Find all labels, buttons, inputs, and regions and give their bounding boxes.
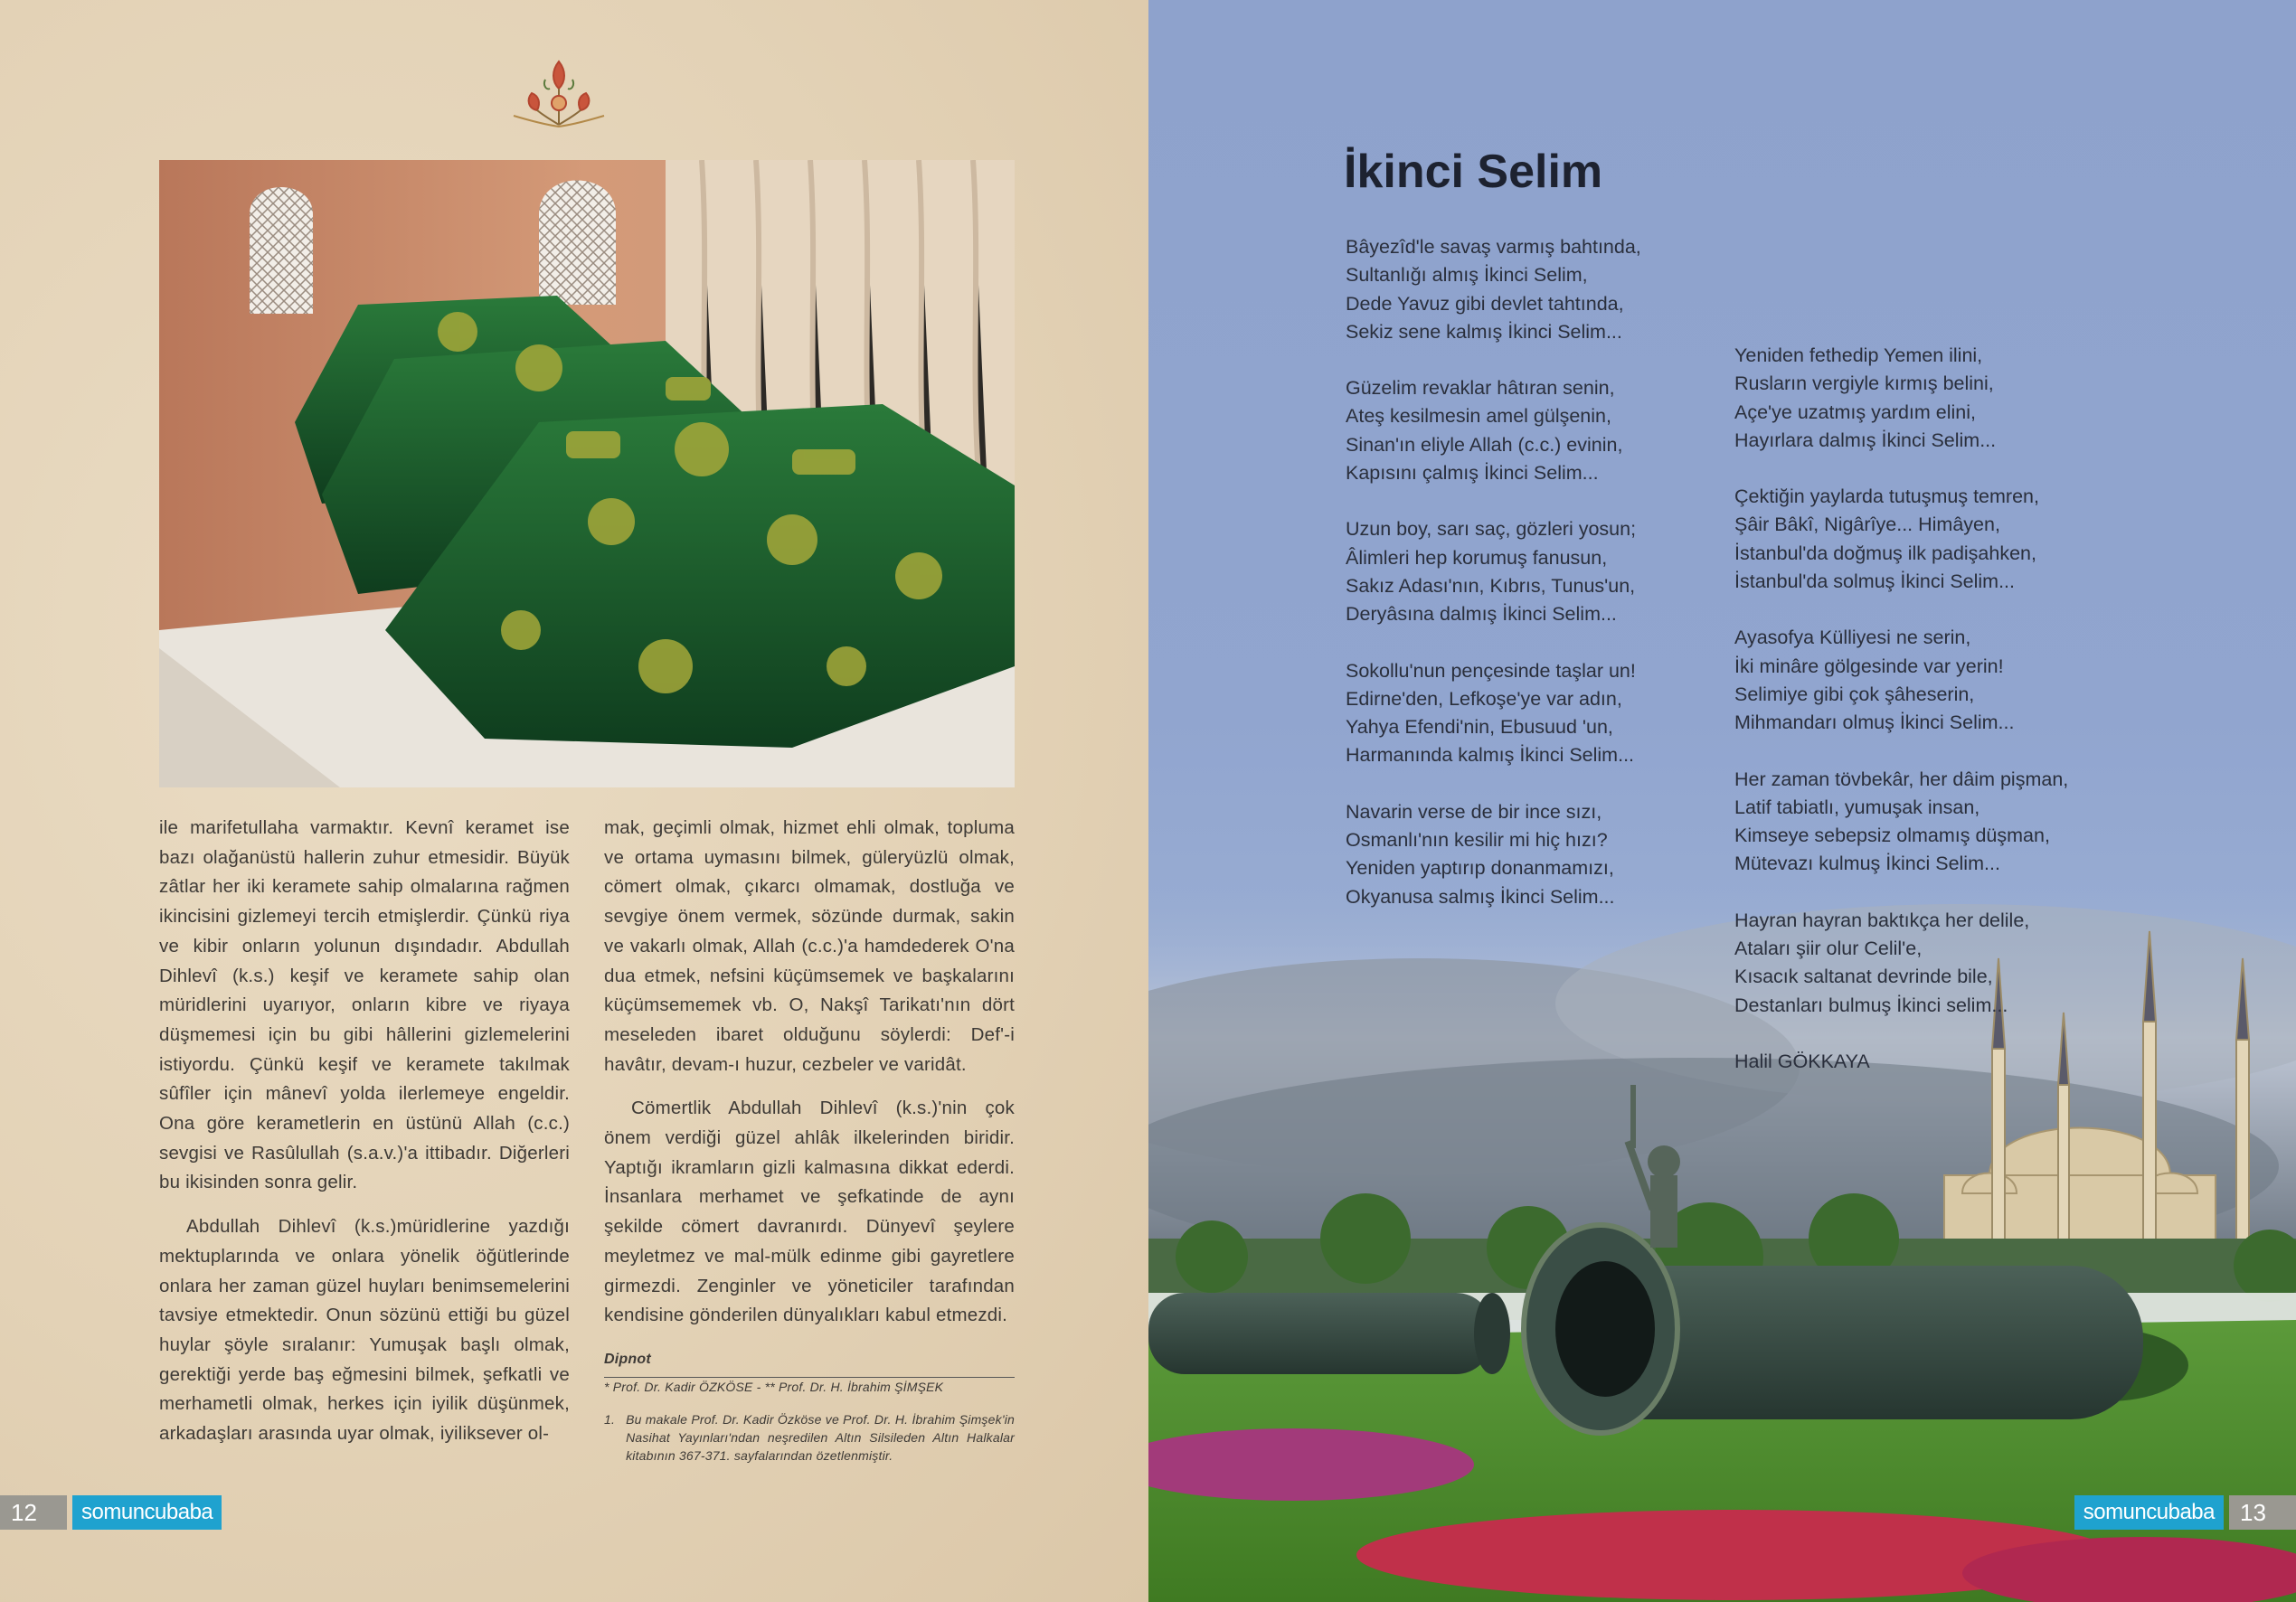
footnote-authors: * Prof. Dr. Kadir ÖZKÖSE - ** Prof. Dr. H. İbrahim ŞİMŞEK (604, 1379, 944, 1394)
poem-line: Yeniden fethedip Yemen ilini, (1734, 344, 1983, 366)
tomb-photo (159, 160, 1015, 787)
poem-line: Selimiye gibi çok şâheserin, (1734, 683, 1975, 705)
poem-line: Bâyezîd'le savaş varmış bahtında, (1346, 236, 1641, 258)
poem-line: Sakız Adası'nın, Kıbrıs, Tunus'un, (1346, 574, 1636, 597)
poem-line: Okyanusa salmış İkinci Selim... (1346, 885, 1615, 908)
poem-line: Yahya Efendi'nin, Ebusuud 'un, (1346, 716, 1613, 739)
page-number-left: 12 (0, 1495, 67, 1530)
poem-stanza (1734, 342, 2068, 455)
brand-logo-left: somuncubaba (72, 1495, 222, 1530)
article-column-1 (159, 814, 570, 1464)
poem-line: Hayran hayran baktıkça her delile, (1734, 909, 2030, 931)
poem-stanza (1734, 766, 2068, 879)
poem-line: Rusların vergiyle kırmış belini, (1734, 372, 1994, 395)
article-paragraph: Abdullah Dihlevî (k.s.)müridlerine yazdığı mektuplarında ve onlara yönelik öğütlerinde onlara her zaman güzel huyları benimsemelerini tavsiye etmektedir. Onun sözünü ettiği bu güzel huylar şöyle sıralanır: Yumuşak başlı olmak, gerektiği yerde baş eğmesini bilmek, şefkatli ve merhametli olmak, herkes için iyilik düşünmek, arkadaşları arasında uyar olmak, iyiliksever ol- (159, 1216, 570, 1445)
poem-line: Latif tabiatlı, yumuşak insan, (1734, 796, 1980, 818)
poem-title: İkinci Selim (1344, 146, 1603, 198)
poem-stanza (1346, 798, 1641, 911)
poem-line: Ayasofya Külliyesi ne serin, (1734, 627, 1971, 649)
poem-line: Osmanlı'nın kesilir mi hiç hızı? (1346, 829, 1608, 852)
poem-line: Uzun boy, sarı saç, gözleri yosun; (1346, 518, 1637, 541)
poem-line: İstanbul'da doğmuş ilk padişahken, (1734, 542, 2036, 564)
poem-stanza (1346, 515, 1641, 628)
poem-line: Her zaman tövbekâr, her dâim pişman, (1734, 768, 2069, 790)
article-paragraph: mak, geçimli olmak, hizmet ehli olmak, topluma ve ortama uymasını bilmek, güleryüzlü olmak, cömert olmak, çıkarcı olmamak, dostluğa ve sevgiye önem vermek, sözünde durmak, sakin ve vakarlı olmak, Allah (c.c.)'a hamdederek O'na dua etmek, nefsini küçümsemek ve başkalarını küçümsememek vb. O, Nakşî Tarikatı'nın dört meseleden ibaret olduğunu söylerdi: Def'-i havâtır, devam-ı huzur, cezbeler ve varidât. (604, 817, 1015, 1075)
poem-line: Sultanlığı almış İkinci Selim, (1346, 264, 1588, 287)
poem-line: Şâir Bâkî, Nigârîye... Himâyen, (1734, 514, 2000, 536)
poem-line: Deryâsına dalmış İkinci Selim... (1346, 603, 1617, 626)
poem-line: Harmanında kalmış İkinci Selim... (1346, 744, 1635, 767)
page-number-right: 13 (2229, 1495, 2296, 1530)
article-column-2 (604, 814, 1015, 1465)
poem-line: Ataları şiir olur Celil'e, (1734, 938, 1923, 960)
poem-line: Âlimleri hep korumuş fanusun, (1346, 546, 1608, 569)
poem-line: Yeniden yaptırıp donanmamızı, (1346, 857, 1614, 880)
poem-line: Kısacık saltanat devrinde bile, (1734, 966, 1993, 988)
selimiye-mosque-photo (1148, 0, 2296, 1602)
poem-line: Kimseye sebepsiz olmamış düşman, (1734, 825, 2050, 847)
poem-line: Açe'ye uzatmış yardım elini, (1734, 400, 1976, 423)
poem-line: Ateş kesilmesin amel gülşenin, (1346, 405, 1611, 428)
article-paragraph: ile marifetullaha varmaktır. Kevnî keramet ise bazı olağanüstü hallerin zuhur etmesidir. Büyük zâtlar her iki keramete sahip olmalarına rağmen ikincisini gizlemeyi tercih etmişlerdir. Çünkü riya ve kibir onların yolunun dışındadır. Abdullah Dihlevî (k.s.) keşif ve keramete sahip olan müridlerini uyarıyor, onların kibre ve riyaya düşmemesi için bu gibi hâllerini gizlemelerini istiyordu. Çünkü keşif ve keramete takılmak sûfîler için mânevî yolda ilerlemeye engeldir. Ona göre kerametlerin en üstünü Allah (c.c.) sevgisi ve Rasûlullah (s.a.v.)'a ittibadır. Diğerleri bu ikisinden sonra gelir. (159, 817, 570, 1193)
tulip-ornament-icon (496, 52, 622, 143)
right-page (1148, 0, 2296, 1602)
poem-line: Destanları bulmuş İkinci selim... (1734, 994, 2008, 1016)
poem-column-2 (1734, 342, 2068, 1104)
poem-column-1 (1346, 233, 1641, 939)
poem-line: Çektiğin yaylarda tutuşmuş temren, (1734, 485, 2039, 508)
poem-line: Sokollu'nun pençesinde taşlar un! (1346, 659, 1636, 682)
poem-line: Kapısını çalmış İkinci Selim... (1346, 462, 1599, 485)
poem-line: İstanbul'da solmuş İkinci Selim... (1734, 570, 2016, 593)
brand-logo-right: somuncubaba (2074, 1495, 2224, 1530)
footnote-number: 1. (604, 1411, 616, 1427)
poem-line: Dede Yavuz gibi devlet tahtında, (1346, 292, 1624, 315)
poem-stanza (1346, 233, 1641, 346)
footnote-note (604, 1410, 1015, 1465)
poem-line: Edirne'den, Lefkoşe'ye var adın, (1346, 687, 1622, 710)
poem-author: Halil GÖKKAYA (1734, 1050, 1870, 1072)
poem-stanza (1346, 657, 1641, 770)
poem-line: Mütevazı kulmuş İkinci Selim... (1734, 853, 2000, 875)
poem-line: İki minâre gölgesinde var yerin! (1734, 655, 2004, 677)
poem-line: Güzelim revaklar hâtıran senin, (1346, 377, 1615, 400)
poem-stanza (1734, 907, 2068, 1020)
poem-stanza (1346, 374, 1641, 487)
poem-line: Hayırlara dalmış İkinci Selim... (1734, 429, 1997, 451)
footnote-title: Dipnot (604, 1345, 1015, 1378)
poem-line: Mihmandarı olmuş İkinci Selim... (1734, 711, 2015, 734)
poem-stanza (1734, 483, 2068, 596)
poem-line: Navarin verse de bir ince sızı, (1346, 800, 1602, 823)
poem-stanza (1734, 624, 2068, 737)
poem-line: Sekiz sene kalmış İkinci Selim... (1346, 320, 1622, 343)
poem-line: Sinan'ın eliyle Allah (c.c.) evinin, (1346, 433, 1623, 456)
article-paragraph: Cömertlik Abdullah Dihlevî (k.s.)'nin çok önem verdiği güzel ahlâk ilkelerinden biridir. Yaptığı ikramların gizli kalmasına dikkat ederdi. İnsanlara merhamet ve şefkatinde de aynı şekilde cömert davranırdı. Dünyevî şeylere meyletmez ve mal-mülk edinme gibi gayretlere girmezdi. Zenginler ve yöneticiler tarafından kendisine gönderilen dünyalıkları kabul etmezdi. (604, 1098, 1015, 1326)
footnote-text: Bu makale Prof. Dr. Kadir Özköse ve Prof. Dr. H. İbrahim Şimşek'in Nasihat Yayınları'ndan neşredilen Altın Silsileden Altın Halkalar kitabının 367-371. sayfalarından özetlenmiştir. (626, 1411, 1015, 1463)
